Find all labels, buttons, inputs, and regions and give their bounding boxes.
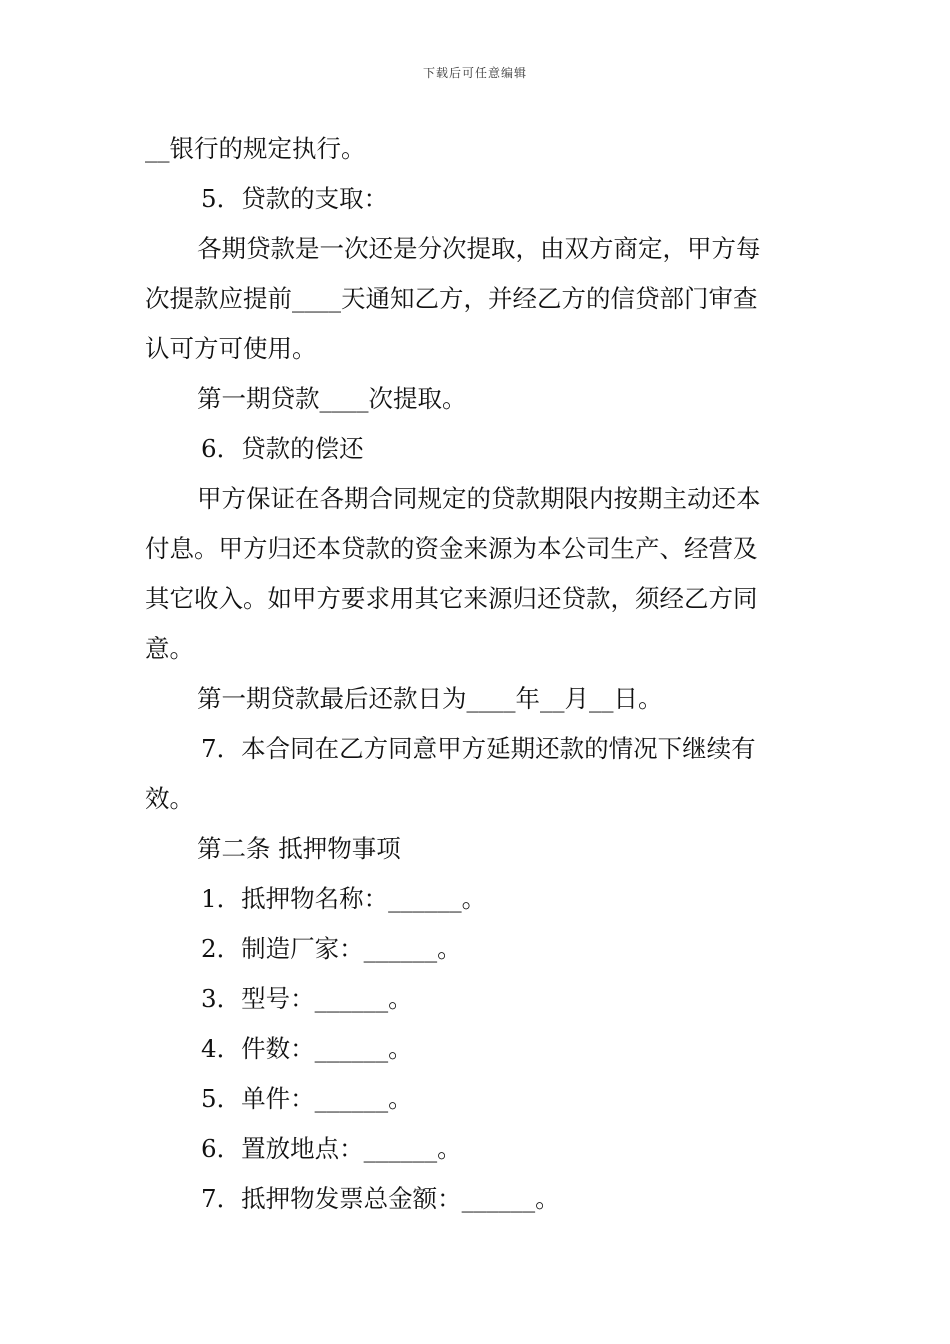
text-line: 效。 (145, 784, 194, 813)
paragraph-start: 甲方保证在各期合同规定的贷款期限内按期主动还本 (197, 484, 761, 513)
numbered-item: 5．单件：______。 (201, 1084, 413, 1113)
numbered-item: 6．置放地点：______。 (201, 1134, 462, 1163)
text-line: 意。 (145, 634, 194, 663)
numbered-item: 4．件数：______。 (201, 1034, 413, 1063)
numbered-item: 5．贷款的支取： (201, 184, 389, 213)
numbered-item: 7．本合同在乙方同意甲方延期还款的情况下继续有 (201, 734, 756, 763)
numbered-item: 6．贷款的偿还 (201, 434, 364, 463)
numbered-item: 3．型号：______。 (201, 984, 413, 1013)
text-line: 其它收入。如甲方要求用其它来源归还贷款，须经乙方同 (145, 584, 758, 613)
document-body (145, 124, 810, 1224)
paragraph-start: 各期贷款是一次还是分次提取，由双方商定，甲方每 (197, 234, 761, 263)
numbered-item: 2．制造厂家：______。 (201, 934, 462, 963)
text-line: __银行的规定执行。 (145, 134, 366, 163)
numbered-item: 1．抵押物名称：______。 (201, 884, 487, 913)
page-header: 下载后可任意编辑 (422, 66, 527, 80)
paragraph-start: 第一期贷款____次提取。 (197, 384, 467, 413)
numbered-item: 7．抵押物发票总金额：______。 (201, 1184, 560, 1213)
text-line: 付息。甲方归还本贷款的资金来源为本公司生产、经营及 (145, 534, 758, 563)
text-line: 认可方可使用。 (145, 334, 317, 363)
paragraph-start: 第一期贷款最后还款日为____年__月__日。 (197, 684, 663, 713)
section-heading: 第二条 抵押物事项 (197, 834, 401, 863)
text-line: 次提款应提前____天通知乙方，并经乙方的信贷部门审查 (145, 284, 758, 313)
